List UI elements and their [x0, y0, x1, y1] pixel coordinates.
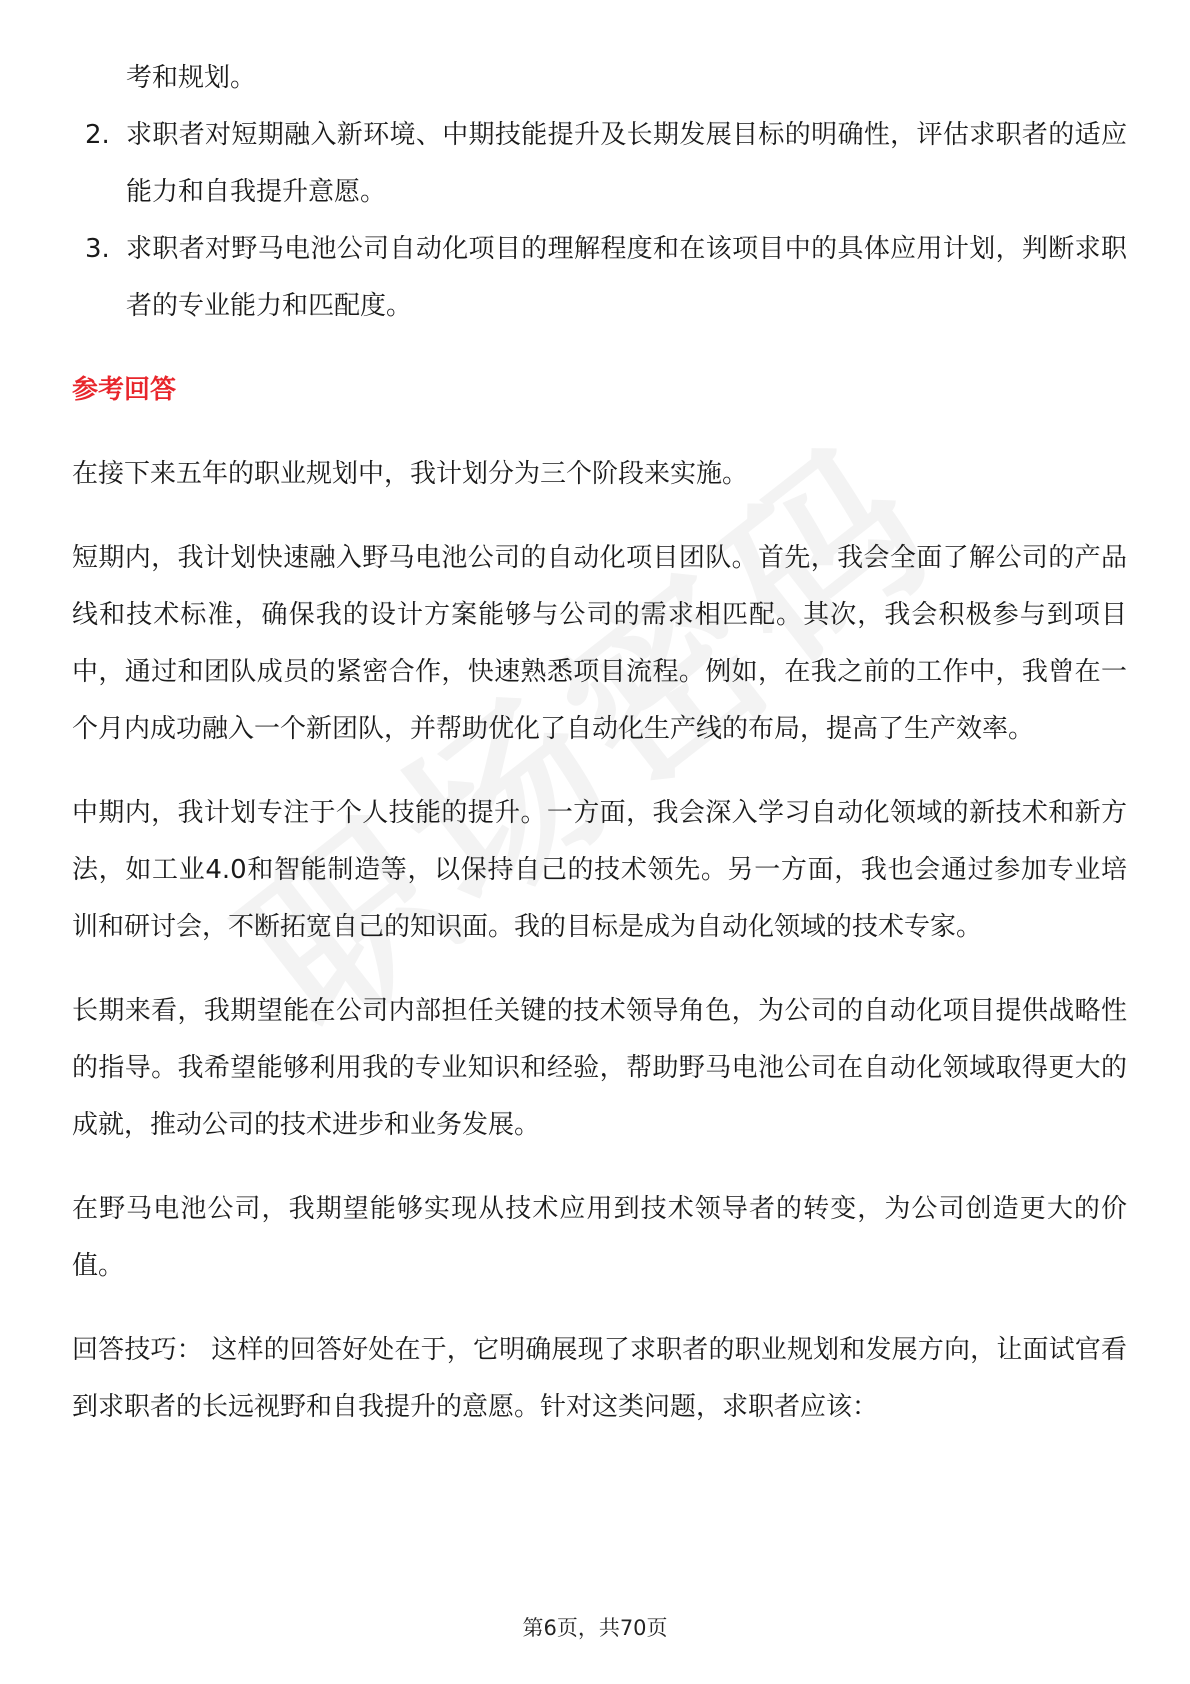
continuation-text [72, 50, 1127, 107]
paragraph: 在野马电池公司，我期望能够实现从技术应用到技术领导者的转变，为公司创造更大的价值。 [72, 1194, 1127, 1281]
paragraph: 回答技巧： 这样的回答好处在于，它明确展现了求职者的职业规划和发展方向，让面试官看到求职者的长远视野和自我提升的意愿。针对这类问题，求职者应该： [72, 1335, 1127, 1422]
list-item [72, 221, 1127, 335]
paragraph: 在接下来五年的职业规划中，我计划分为三个阶段来实施。 [72, 459, 749, 489]
continuation-line: 考和规划。 [126, 63, 257, 93]
list-item [72, 107, 1127, 221]
list-number: 2. [85, 120, 110, 150]
page-number-footer: 第6页，共70页 [522, 1616, 668, 1640]
paragraph: 长期来看，我期望能在公司内部担任关键的技术领导角色，为公司的自动化项目提供战略性的指导。我希望能够利用我的专业知识和经验，帮助野马电池公司在自动化领域取得更大的成就，推动公司的技术进步和业务发展。 [72, 996, 1127, 1140]
section-title: 参考回答 [72, 375, 177, 405]
list-number: 3. [85, 234, 110, 264]
list-item-text: 求职者对短期融入新环境、中期技能提升及长期发展目标的明确性，评估求职者的适应能力和自我提升意愿。 [126, 120, 1127, 207]
page-content [72, 50, 1127, 1436]
paragraph: 短期内，我计划快速融入野马电池公司的自动化项目团队。首先，我会全面了解公司的产品线和技术标准，确保我的设计方案能够与公司的需求相匹配。其次，我会积极参与到项目中，通过和团队成员的紧密合作，快速熟悉项目流程。例如，在我之前的工作中，我曾在一个月内成功融入一个新团队，并帮助优化了自动化生产线的布局，提高了生产效率。 [72, 543, 1127, 744]
list-item-text: 求职者对野马电池公司自动化项目的理解程度和在该项目中的具体应用计划，判断求职者的专业能力和匹配度。 [126, 234, 1127, 321]
paragraph: 中期内，我计划专注于个人技能的提升。一方面，我会深入学习自动化领域的新技术和新方法，如工业4.0和智能制造等，以保持自己的技术领先。另一方面，我也会通过参加专业培训和研讨会，不断拓宽自己的知识面。我的目标是成为自动化领域的技术专家。 [72, 798, 1127, 942]
